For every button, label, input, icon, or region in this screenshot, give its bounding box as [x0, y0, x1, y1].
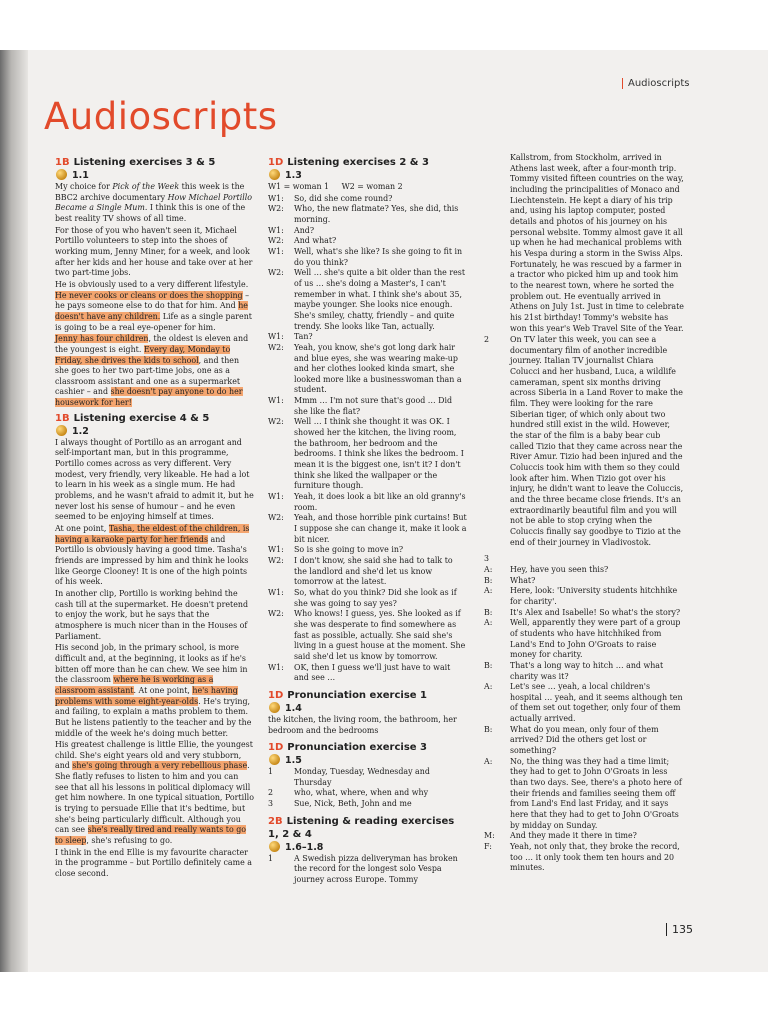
highlight: she's going through a very rebellious phase: [72, 761, 248, 771]
dialogue: [484, 565, 684, 874]
dialogue-line: [268, 226, 467, 237]
heading-text: Listening exercises 3 & 5: [73, 157, 216, 168]
cd-icon: [56, 425, 67, 436]
line-text: Yeah, it does look a bit like an old granny's room.: [294, 492, 466, 512]
unit-code: 1D: [268, 157, 284, 168]
dialogue-line: [268, 204, 467, 225]
speaker-label: A:: [484, 564, 493, 574]
track-label: [268, 169, 467, 182]
dialogue-line: [484, 842, 684, 874]
cd-icon: [269, 169, 280, 180]
speaker-label: B:: [484, 575, 493, 585]
line-text: OK, then I guess we'll just have to wait and see …: [294, 662, 451, 683]
line-text: Yeah, and those horrible pink curtains! But I suppose she can change it, make it look a bit nicer.: [294, 513, 467, 544]
track-number: 1.1: [72, 170, 89, 181]
line-text: So is she going to move in?: [294, 545, 404, 555]
dialogue-line: [484, 608, 684, 619]
line-text: Well, what's she like? Is she going to fit in do you think?: [294, 246, 463, 267]
line-text: It's Alex and Isabelle! So what's the story?: [510, 607, 681, 617]
track-label: [268, 702, 467, 715]
section-heading: [268, 741, 467, 754]
track-number: 1.6–1.8: [285, 841, 324, 853]
line-text: Yeah, not only that, they broke the record, too … it only took them ten hours and 20 minutes.: [510, 842, 680, 873]
dialogue-line: [268, 268, 467, 332]
speaker-label: A:: [484, 756, 493, 766]
dialogue-line: [268, 343, 467, 396]
highlight: Jenny has four children: [55, 334, 149, 344]
track-label: [55, 169, 254, 182]
speaker-label: W2:: [268, 204, 284, 214]
paragraph: I think in the end Ellie is my favourite character in the programme – but Portillo definitely came a close second.: [55, 847, 252, 879]
unit-code: 1D: [268, 689, 284, 701]
page-number: 135: [666, 923, 693, 936]
dialogue-line: [268, 396, 467, 417]
dialogue-line: [484, 576, 684, 587]
speaker-label: A:: [484, 586, 493, 596]
highlight: Every day, Monday to Friday, she drives the kids to school: [55, 344, 231, 365]
paragraph: the kitchen, the living room, the bathroom, her bedroom and the bedrooms: [268, 714, 457, 735]
list-item: [268, 799, 467, 810]
highlight: He never cooks or cleans or does the shopping: [55, 290, 243, 300]
column-2: [268, 153, 467, 885]
paragraph: Kallstrom, from Stockholm, arrived in Athens last week, after a four-month trip. Tommy visited fifteen countries on the way, including the principalities of Monaco and Liechtenstein. He kept a diary of his trip and, using his laptop computer, posted details and photos of his journey on his personal website. Tommy almost gave it all up when he had mechanical problems with his Vespa during a storm in the Swiss Alps. Fortunately, he was rescued by a farmer in a tractor who picked him up and took him to the nearest town, where he sorted the problem out. He eventually arrived in Athens on July 1st. Just in time to celebrate his 21st birthday! Tommy's website has won this year's Web Travel Site of the Year.: [510, 153, 684, 333]
line-text: Well … I think she thought it was OK. I showed her the kitchen, the living room, the bathroom, her bedroom and the bedrooms. I think she likes the bedroom. I mean it is the biggest one, isn't it? I don't think she liked the wallpaper or the furniture though.: [294, 417, 464, 491]
dialogue-line: [268, 417, 467, 492]
line-text: Sue, Nick, Beth, John and me: [294, 799, 412, 809]
track-number: 1.3: [285, 170, 302, 181]
speaker-label: W2:: [268, 513, 284, 523]
unit-code: 1B: [55, 412, 70, 424]
line-text: What do you mean, only four of them arrived? Did the others get lost or something?: [510, 724, 659, 756]
highlight: Tasha, the eldest of the children, is having a karaoke party for her friends: [55, 524, 250, 544]
dialogue-line: [484, 757, 684, 832]
line-text: And what?: [294, 236, 337, 246]
dialogue-line: [484, 618, 684, 661]
speaker-label: W1:: [268, 396, 284, 406]
track-number: 1.4: [285, 702, 302, 714]
heading-text: Listening & reading exercises 1, 2 & 4: [268, 815, 455, 840]
heading-text: Listening exercise 4 & 5: [73, 412, 210, 424]
speaker-label: F:: [484, 842, 492, 851]
dialogue-line: [484, 565, 684, 576]
line-text: And they made it there in time?: [510, 831, 637, 841]
speaker-label: W2:: [268, 268, 284, 278]
item-text: On TV later this week, you can see a documentary film of another incredible journey. Italian TV journalist Chiara Colucci and her husband, Luca, a wildlife cameraman, spent six months driving across Siberia in a Land Rover to make the film. They were looking for the rare Siberian tiger, of which only about two hundred still exist in the wild. However, the star of the film is a baby bear cub called Tizio that they came across near the River Amur. Tizio had been injured and the Coluccis took him with them so they could look after him. When Tizio got over his injury, he didn't want to leave the Coluccis, and the three became close friends. It's an extraordinarily beautiful film and you will not be able to stop crying when the Coluccis finally say goodbye to Tizio at the end of their journey in Vladivostok.: [510, 335, 684, 547]
speaker-label: A:: [484, 618, 493, 628]
section-heading: [268, 689, 467, 702]
dialogue-line: [268, 236, 467, 247]
item-number: 3: [484, 554, 490, 564]
track-label: [268, 754, 467, 767]
paragraph: He is obviously used to a very different lifestyle. He never cooks or cleans or does the shopping – he pays someone else to do that for him. And he doesn't have any children. Life as a single parent is going to be a real eye-opener for him.: [55, 279, 252, 332]
cd-icon: [56, 169, 67, 180]
track-number: 1.5: [285, 755, 302, 767]
speaker-label: B:: [484, 724, 493, 734]
list-item: [268, 788, 467, 799]
speaker-label: W1:: [268, 545, 284, 555]
highlight: he's having problems with some eight-year-olds: [55, 685, 238, 706]
speaker-label: W1:: [268, 492, 284, 502]
speaker-label: W2:: [268, 342, 284, 352]
track-label: [268, 841, 467, 854]
speaker-label: B:: [484, 607, 493, 617]
heading-text: Pronunciation exercise 3: [287, 742, 428, 754]
speaker-label: W1:: [268, 662, 284, 672]
dialogue-line: [268, 513, 467, 545]
line-text: That's a long way to hitch … and what charity was it?: [510, 660, 664, 681]
line-text: Let's see … yeah, a local children's hospital … yeah, and it seems although ten of them set out together, only four of them actually arrived.: [510, 682, 683, 724]
line-text: What?: [510, 575, 536, 585]
numbered-paragraph: [268, 854, 467, 886]
speaker-label: 2: [268, 788, 274, 798]
line-text: Well, apparently they were part of a group of students who have hitchhiked from Land's End to John O'Groats to raise money for charity.: [510, 618, 681, 660]
cd-icon: [269, 754, 280, 765]
column-1: [55, 153, 254, 933]
speaker-label: W2:: [268, 417, 284, 427]
dialogue-line: [268, 492, 467, 513]
dialogue-line: [484, 725, 684, 757]
cd-icon: [269, 702, 280, 713]
line-text: Tan?: [294, 332, 313, 342]
list-item: [268, 767, 467, 788]
line-text: Who, the new flatmate? Yes, she did, this morning.: [294, 204, 459, 224]
dialogue-line: [484, 661, 684, 682]
speaker-label: W1:: [268, 193, 284, 203]
dialogue-line: [484, 682, 684, 725]
unit-code: 2B: [268, 815, 283, 827]
highlight: she doesn't pay anyone to do her housework for her!: [55, 387, 243, 408]
paragraph: For those of you who haven't seen it, Michael Portillo volunteers to step into the shoes of working mum, Jenny Miner, for a week, and look after her kids and her house and take over at her two part-time jobs.: [55, 225, 253, 278]
line-text: Here, look: 'University students hitchhike for charity'.: [510, 586, 678, 606]
dialogue-line: [484, 586, 684, 607]
line-text: And?: [294, 225, 315, 235]
numbered-paragraph: [484, 335, 684, 548]
numbered-list: [268, 767, 467, 810]
dialogue-line: [484, 831, 684, 842]
item-number: 2: [484, 335, 490, 345]
item-number: 1: [268, 853, 274, 863]
book-spine-shadow: [0, 50, 28, 972]
speaker-label: A:: [484, 682, 493, 692]
dialogue-line: [268, 332, 467, 343]
paragraph: At one point, Tasha, the eldest of the children, is having a karaoke party for her friends and Portillo is obviously having a good time. Tasha's friends are impressed by him and think he looks like George Clooney! It is one of the high points of his week.: [55, 524, 250, 587]
heading-text: Listening exercises 2 & 3: [287, 157, 429, 168]
line-text: So, did she come round?: [294, 193, 393, 203]
line-text: Yeah, you know, she's got long dark hair and blue eyes, she was wearing make-up and her clothes looked kinda smart, she looked more like a businesswoman than a student.: [294, 342, 462, 395]
line-text: I don't know, she said she had to talk to the landlord and she'd let us know tomorrow at the latest.: [294, 555, 453, 587]
cd-icon: [269, 841, 280, 852]
paragraph: My choice for Pick of the Week this week is the BBC2 archive documentary How Michael Portillo Became a Single Mum. I think this is one of the best reality TV shows of all time.: [55, 182, 253, 223]
section-heading: [55, 412, 254, 425]
line-text: So, what do you think? Did she look as if she was going to say yes?: [294, 587, 457, 608]
line-text: Monday, Tuesday, Wednesday and Thursday: [294, 767, 430, 787]
paragraph: His second job, in the primary school, is more difficult and, at the beginning, it looks as if he's bitten off more than he can chew. We see him in the classroom where he is working as a classroom assistant. At one point, he's having problems with some eight-year-olds. He's trying, and failing, to explain a maths problem to them. But he listens patiently to the teacher and by the middle of the week he's doing much better.: [55, 643, 252, 738]
dialogue-line: [268, 194, 467, 205]
running-head: Audioscripts: [622, 78, 690, 89]
speaker-label: W1:: [268, 332, 284, 342]
section-heading: [268, 815, 467, 841]
line-text: who, what, where, when and why: [294, 788, 429, 798]
unit-code: 1D: [268, 742, 284, 754]
heading-text: Pronunciation exercise 1: [287, 689, 428, 701]
section-heading: [268, 156, 467, 169]
speaker-label: W1:: [268, 225, 284, 235]
unit-code: 1B: [55, 157, 70, 168]
section-heading: [55, 156, 254, 169]
line-text: Mmm … I'm not sure that's good … Did she like the flat?: [294, 396, 453, 416]
speaker-label: W2:: [268, 609, 284, 619]
speaker-label: W2:: [268, 555, 284, 565]
dialogue-line: [268, 609, 467, 662]
paragraph: Jenny has four children, the oldest is eleven and the youngest is eight. Every day, Monday to Friday, she drives the kids to school, and then she goes to her two part-time jobs, one as a classroom assistant and one as a supermarket cashier – and she doesn't pay anyone to do her housework for her!: [55, 334, 249, 408]
highlight: he doesn't have any children.: [55, 301, 248, 321]
book-page: [0, 50, 768, 972]
line-text: Who knows! I guess, yes. She looked as if she was desperate to find somewhere as fast as possible, actually. She said she's living in a guest house at the moment. She said she'd let us know by tomorrow.: [294, 609, 466, 661]
dialogue-line: [268, 588, 467, 609]
track-label: [55, 425, 254, 438]
paragraph: In another clip, Portillo is working behind the cash till at the supermarket. He doesn't pretend to enjoy the work, but he says that the atmosphere is much nicer than in the Houses of Parliament.: [55, 588, 249, 641]
speaker-label: M:: [484, 831, 495, 841]
line-text: Hey, have you seen this?: [510, 564, 609, 574]
speaker-label: W1:: [268, 246, 284, 256]
paragraph: I always thought of Portillo as an arrogant and self-important man, but in this programme, Portillo comes across as very different. Very modest, very friendly, very likeable. He had a lot to learn in his week as a single mum. He had problems, and he wasn't afraid to admit it, but he never lost his sense of humour – and he even seemed to be enjoying himself at times.: [55, 437, 254, 522]
dialogue-line: [268, 556, 467, 588]
line-text: Well … she's quite a bit older than the rest of us … she's doing a Master's, I can't remember in what. I think she's about 35, maybe younger. She looks nice enough. She's smiley, chatty, friendly – and quite trendy. She looks like Tan, actually.: [294, 268, 466, 331]
paragraph: His greatest challenge is little Ellie, the youngest child. She's eight years old and very stubborn, and she's going through a very rebellious phase. She flatly refuses to listen to him and you can see that all his lessons in political diplomacy will get him nowhere. In one typical situation, Portillo is trying to persuade Ellie that it's bedtime, but she's being particularly difficult. Although you can see she's really tired and really wants to go to sleep, she's refusing to go.: [55, 740, 254, 846]
track-number: 1.2: [72, 425, 89, 437]
item-text: A Swedish pizza deliveryman has broken the record for the longest solo Vespa journey across Europe. Tommy: [294, 853, 458, 885]
dialogue-line: [268, 247, 467, 268]
speaker-key: W1 = woman 1 W2 = woman 2: [268, 182, 403, 191]
highlight: where he is working as a classroom assistant: [55, 675, 214, 695]
highlight: she's really tired and really wants to go to sleep: [55, 825, 247, 846]
column-3: [484, 153, 684, 933]
speaker-label: 3: [268, 799, 274, 809]
dialogue-line: [268, 663, 467, 684]
speaker-label: W2:: [268, 236, 284, 246]
dialogue-line: [268, 545, 467, 556]
dialogue: [268, 194, 467, 684]
page-title: Audioscripts: [44, 95, 278, 138]
line-text: No, the thing was they had a time limit; they had to get to John O'Groats in less than two days. See, there's a photo here of their friends and families seeing them off from Land's End last Friday, and it says here that they had to get to John O'Groats by midday on Sunday.: [510, 756, 682, 830]
speaker-label: B:: [484, 660, 493, 670]
speaker-label: 1: [268, 767, 274, 777]
speaker-label: W1:: [268, 587, 284, 597]
